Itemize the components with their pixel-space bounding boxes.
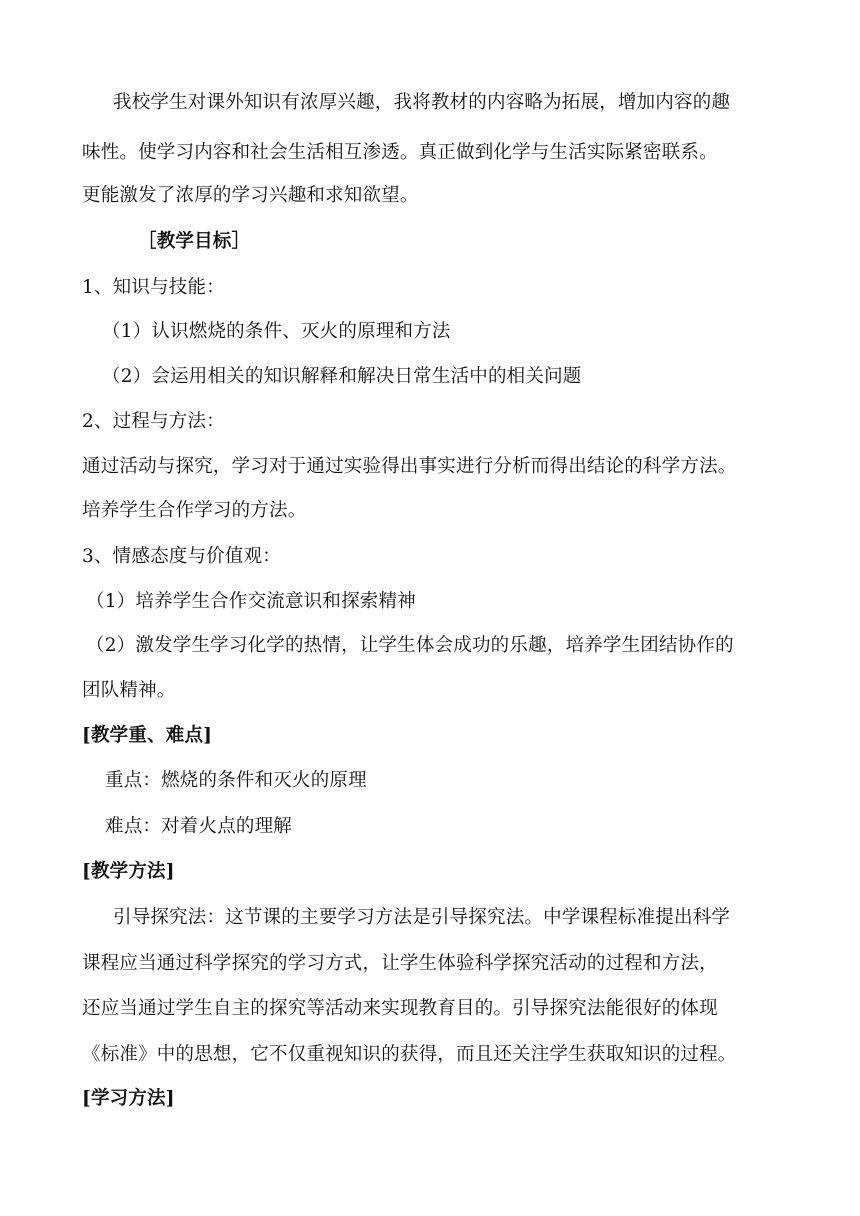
section-heading-learning-methods: [学习方法] xyxy=(82,1088,175,1109)
teaching-methods-line-2: 课程应当通过科学探究的学习方式，让学生体验科学探究活动的过程和方法， xyxy=(82,953,718,974)
intro-paragraph-line-2: 味性。使学习内容和社会生活相互渗透。真正做到化学与生活实际紧密联系。 xyxy=(82,142,718,163)
objective-knowledge-heading: 1、知识与技能： xyxy=(82,277,225,298)
intro-paragraph-line-1: 我校学生对课外知识有浓厚兴趣，我将教材的内容略为拓展，增加内容的趣 xyxy=(113,92,731,113)
key-point-text: 重点：燃烧的条件和灭火的原理 xyxy=(105,770,367,791)
objective-process-text-line-1: 通过活动与探究，学习对于通过实验得出事实进行分析而得出结论的科学方法。 xyxy=(82,456,737,477)
objective-knowledge-item-2: （2）会运用相关的知识解释和解决日常生活中的相关问题 xyxy=(102,366,582,387)
section-heading-teaching-methods: [教学方法] xyxy=(82,861,175,882)
objective-attitude-item-2-line-1: （2）激发学生学习化学的热情，让学生体会成功的乐趣，培养学生团结协作的 xyxy=(86,635,734,656)
objective-attitude-item-2-line-2: 团队精神。 xyxy=(82,680,176,701)
difficult-point-text: 难点：对着火点的理解 xyxy=(105,816,293,837)
objective-process-heading: 2、过程与方法： xyxy=(82,411,225,432)
objective-process-text-line-2: 培养学生合作学习的方法。 xyxy=(82,500,307,521)
intro-paragraph-line-3: 更能激发了浓厚的学习兴趣和求知欲望。 xyxy=(82,185,419,206)
objective-attitude-heading: 3、情感态度与价值观： xyxy=(82,546,281,567)
section-heading-teaching-objectives: ［教学目标］ xyxy=(138,231,251,252)
teaching-methods-line-3: 还应当通过学生自主的探究等活动来实现教育目的。引导探究法能很好的体现 xyxy=(82,998,718,1019)
objective-knowledge-item-1: （1）认识燃烧的条件、灭火的原理和方法 xyxy=(102,321,451,342)
objective-attitude-item-1: （1）培养学生合作交流意识和探索精神 xyxy=(86,591,416,612)
section-heading-key-points: [教学重、难点] xyxy=(82,725,213,746)
teaching-methods-line-4: 《标准》中的思想，它不仅重视知识的获得，而且还关注学生获取知识的过程。 xyxy=(82,1044,737,1065)
teaching-methods-line-1: 引导探究法：这节课的主要学习方法是引导探究法。中学课程标准提出科学 xyxy=(113,907,731,928)
